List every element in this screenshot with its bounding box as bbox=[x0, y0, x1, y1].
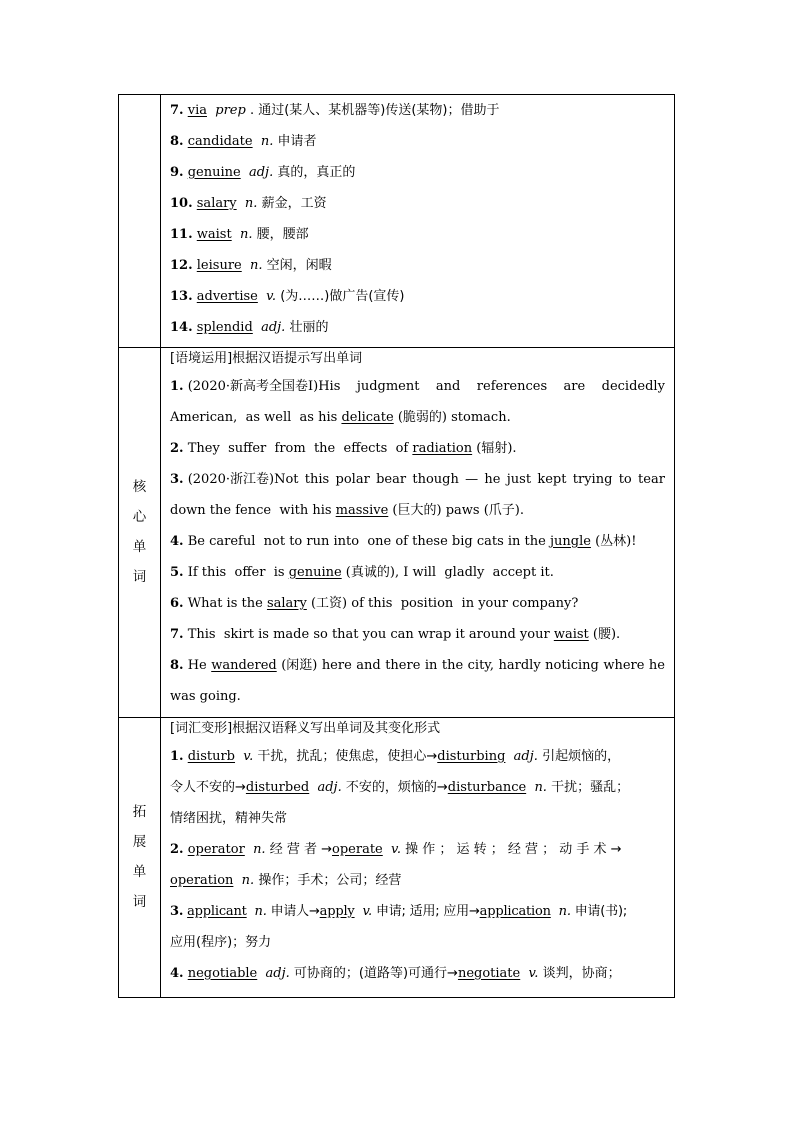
part-of-speech: n. bbox=[253, 842, 266, 857]
answer-word: wandered bbox=[211, 658, 277, 673]
answer-word: salary bbox=[196, 196, 237, 211]
word: to bbox=[618, 472, 632, 487]
vocabulary-table bbox=[118, 94, 675, 998]
vocab-item bbox=[170, 281, 665, 312]
sentence-number: 6. bbox=[170, 596, 184, 611]
meaning: (为……)做广告(宣传) bbox=[280, 289, 405, 304]
part-of-speech: n. bbox=[250, 258, 263, 273]
section3-content bbox=[170, 717, 665, 989]
word: (2020·新高考全国卷Ⅰ)His bbox=[187, 379, 341, 394]
item-number: 13. bbox=[170, 289, 193, 304]
answer-word: waist bbox=[553, 627, 589, 642]
part-of-speech: n. bbox=[239, 227, 253, 242]
word: bear bbox=[376, 472, 407, 487]
answer-word: waist bbox=[196, 227, 232, 242]
answer-word: advertise bbox=[196, 289, 258, 304]
meaning: 申请人→ bbox=[270, 904, 320, 919]
word: and bbox=[356, 658, 381, 673]
sentence-text: American, as well as his bbox=[170, 410, 342, 425]
word: this bbox=[304, 472, 330, 487]
word: polar bbox=[335, 472, 370, 487]
sentence-text: This skirt is made so that you can wrap it around your bbox=[187, 627, 554, 642]
item-number: 10. bbox=[170, 196, 193, 211]
sentence-text: (工资) of this position in your company? bbox=[306, 596, 579, 611]
derivation-line bbox=[170, 772, 665, 803]
vocab-item bbox=[170, 188, 665, 219]
answer-word: genuine bbox=[187, 165, 241, 180]
part-of-speech: adj. bbox=[265, 966, 290, 981]
answer-word: negotiate bbox=[457, 966, 521, 981]
sentence-2 bbox=[170, 433, 665, 464]
derivation-line bbox=[170, 927, 665, 958]
sentence-number: 2. bbox=[170, 441, 184, 456]
part-of-speech: adj. bbox=[513, 749, 538, 764]
answer-word: radiation bbox=[412, 441, 473, 456]
answer-word: disturbance bbox=[447, 780, 527, 795]
answer-word: massive bbox=[335, 503, 389, 518]
sentence-3-line1 bbox=[170, 464, 665, 495]
vocab-item bbox=[170, 126, 665, 157]
word: he bbox=[648, 658, 665, 673]
answer-word: disturbed bbox=[245, 780, 310, 795]
answer-word: application bbox=[479, 904, 551, 919]
sentence-number: 7. bbox=[170, 627, 184, 642]
section1-list bbox=[170, 95, 665, 343]
section3-heading: [词汇变形]根据汉语释义写出单词及其变化形式 bbox=[170, 721, 441, 736]
answer-word: jungle bbox=[549, 534, 591, 549]
vocab-item bbox=[170, 312, 665, 343]
answer-word: delicate bbox=[341, 410, 394, 425]
sentence-number: 8. bbox=[170, 658, 184, 673]
sentence-number: 1. bbox=[170, 379, 184, 394]
meaning: 引起烦恼的， bbox=[542, 749, 621, 764]
part-of-speech: v. bbox=[243, 749, 254, 764]
item-number: 9. bbox=[170, 165, 184, 180]
side-char: 核 bbox=[132, 479, 147, 495]
sentence-text: They suffer from the effects of bbox=[187, 441, 413, 456]
meaning: 申请; 适用; 应用→ bbox=[375, 904, 480, 919]
side-char: 词 bbox=[132, 894, 147, 910]
answer-word: apply bbox=[319, 904, 355, 919]
derivation-line bbox=[170, 865, 665, 896]
word: the bbox=[441, 658, 464, 673]
part-of-speech: v. bbox=[362, 904, 372, 919]
meaning: 令人不安的→ bbox=[170, 780, 246, 795]
vocab-item bbox=[170, 250, 665, 281]
sentence-text: (辐射). bbox=[472, 441, 517, 456]
answer-word: candidate bbox=[187, 134, 253, 149]
answer-word: operation bbox=[170, 873, 234, 888]
answer-word: via bbox=[187, 103, 207, 118]
word: hardly bbox=[498, 658, 541, 673]
part-of-speech: v. bbox=[391, 842, 401, 857]
part-of-speech: v. bbox=[528, 966, 539, 981]
item-number: 8. bbox=[170, 134, 184, 149]
sentence-5 bbox=[170, 557, 665, 588]
word: just bbox=[506, 472, 532, 487]
item-number: 11. bbox=[170, 227, 193, 242]
answer-word: leisure bbox=[196, 258, 242, 273]
word: city, bbox=[467, 658, 495, 673]
meaning: 薪金，工资 bbox=[261, 196, 327, 211]
side-char: 心 bbox=[132, 509, 147, 525]
word: (2020·浙江卷)Not bbox=[187, 472, 299, 487]
sentence-text: (丛林)! bbox=[590, 534, 637, 549]
sentence-text: Be careful not to run into one of these big cats in the bbox=[187, 534, 550, 549]
item-number: 3. bbox=[170, 904, 184, 919]
part-of-speech: prep bbox=[215, 103, 246, 118]
sentence-text: If this offer is bbox=[187, 565, 289, 580]
side-char: 单 bbox=[132, 864, 147, 880]
answer-word: salary bbox=[266, 596, 307, 611]
derivation-line bbox=[170, 803, 665, 834]
sentence-number: 4. bbox=[170, 534, 184, 549]
item-number: 2. bbox=[170, 842, 184, 857]
word: references bbox=[476, 379, 548, 394]
part-of-speech: adj. bbox=[261, 320, 286, 335]
sentence-text: (腰). bbox=[588, 627, 621, 642]
word: and bbox=[435, 379, 461, 394]
word: there bbox=[385, 658, 421, 673]
part-of-speech: n. bbox=[244, 196, 258, 211]
section2-side-label bbox=[119, 347, 161, 717]
part-of-speech: adj. bbox=[248, 165, 274, 180]
sentence-7 bbox=[170, 619, 665, 650]
side-char: 词 bbox=[132, 569, 147, 585]
sentence-8-line1 bbox=[170, 650, 665, 681]
derivation-line bbox=[170, 834, 665, 865]
word: though bbox=[412, 472, 459, 487]
part-of-speech: v. bbox=[266, 289, 277, 304]
sentence-1-line2 bbox=[170, 402, 665, 433]
meaning: 经 营 者 → bbox=[269, 842, 333, 857]
word: (闲逛) bbox=[281, 658, 318, 673]
derivation-line bbox=[170, 958, 665, 989]
meaning: 申请者 bbox=[277, 134, 317, 149]
meaning: 不安的，烦恼的→ bbox=[345, 780, 448, 795]
vocab-item bbox=[170, 95, 665, 126]
sentence-8-line2: was going. bbox=[170, 689, 241, 704]
side-char: 单 bbox=[132, 539, 147, 555]
answer-word: splendid bbox=[196, 320, 253, 335]
item-number: 14. bbox=[170, 320, 193, 335]
part-of-speech: n. bbox=[534, 780, 547, 795]
item-number: 7. bbox=[170, 103, 184, 118]
answer-word: disturb bbox=[187, 749, 236, 764]
meaning: 干扰；骚乱； bbox=[551, 780, 630, 795]
meaning: 壮丽的 bbox=[289, 320, 329, 335]
answer-word: genuine bbox=[288, 565, 342, 580]
word: tear bbox=[638, 472, 665, 487]
sentence-number: 5. bbox=[170, 565, 184, 580]
sentence-text: (脆弱的) stomach. bbox=[393, 410, 511, 425]
section2-content bbox=[170, 347, 665, 712]
meaning: 操作；手术；公司；经营 bbox=[258, 873, 402, 888]
word: kept bbox=[537, 472, 567, 487]
sentence-text: What is the bbox=[187, 596, 267, 611]
part-of-speech: adj. bbox=[317, 780, 342, 795]
sentence-text: down the fence with his bbox=[170, 503, 336, 518]
meaning: 情绪困扰，精神失常 bbox=[170, 811, 288, 826]
part-of-speech: n. bbox=[260, 134, 274, 149]
answer-word: negotiable bbox=[187, 966, 258, 981]
meaning: 腰，腰部 bbox=[256, 227, 309, 242]
meaning: 操 作 ； 运 转 ； 经 营 ； 动 手 术 → bbox=[405, 842, 622, 857]
derivation-line bbox=[170, 741, 665, 772]
sentence-text: (真诚的), I will gladly accept it. bbox=[341, 565, 554, 580]
derivation-line bbox=[170, 896, 665, 927]
word: where bbox=[603, 658, 645, 673]
side-char: 展 bbox=[132, 834, 147, 850]
answer-word: disturbing bbox=[437, 749, 506, 764]
side-char: 拓 bbox=[132, 804, 147, 820]
vocab-item bbox=[170, 157, 665, 188]
sentence-text: (巨大的) paws (爪子). bbox=[388, 503, 524, 518]
word: in bbox=[424, 658, 438, 673]
meaning: 空闲，闲暇 bbox=[266, 258, 332, 273]
meaning: 可协商的；(道路等)可通行→ bbox=[293, 966, 458, 981]
answer-word: operate bbox=[332, 842, 383, 857]
word: trying bbox=[572, 472, 613, 487]
word: judgment bbox=[356, 379, 420, 394]
word: He bbox=[187, 658, 207, 673]
word: he bbox=[484, 472, 501, 487]
word: are bbox=[563, 379, 586, 394]
meaning: 应用(程序)；努力 bbox=[170, 935, 272, 950]
vocab-item bbox=[170, 219, 665, 250]
answer-word: operator bbox=[187, 842, 245, 857]
section1-side-cell bbox=[119, 95, 161, 347]
sentence-number: 3. bbox=[170, 472, 184, 487]
meaning: . 通过(某人、某机器等)传送(某物)；借助于 bbox=[249, 103, 500, 118]
item-number: 12. bbox=[170, 258, 193, 273]
sentence-1-line1 bbox=[170, 371, 665, 402]
word: noticing bbox=[545, 658, 599, 673]
word: here bbox=[321, 658, 352, 673]
part-of-speech: n. bbox=[254, 904, 267, 919]
part-of-speech: n. bbox=[241, 873, 255, 888]
sentence-4 bbox=[170, 526, 665, 557]
answer-word: applicant bbox=[187, 904, 247, 919]
sentence-6 bbox=[170, 588, 665, 619]
item-number: 4. bbox=[170, 966, 184, 981]
word: decidedly bbox=[601, 379, 665, 394]
section2-heading: [语境运用]根据汉语提示写出单词 bbox=[170, 351, 363, 366]
section3-side-label bbox=[119, 717, 161, 997]
sentence-3-line2 bbox=[170, 495, 665, 526]
meaning: 谈判，协商； bbox=[542, 966, 621, 981]
meaning: 干扰，扰乱；使焦虑，使担心→ bbox=[257, 749, 438, 764]
meaning: 申请(书); bbox=[574, 904, 628, 919]
item-number: 1. bbox=[170, 749, 184, 764]
meaning: 真的，真正的 bbox=[277, 165, 356, 180]
word: — bbox=[465, 472, 479, 487]
part-of-speech: n. bbox=[558, 904, 571, 919]
